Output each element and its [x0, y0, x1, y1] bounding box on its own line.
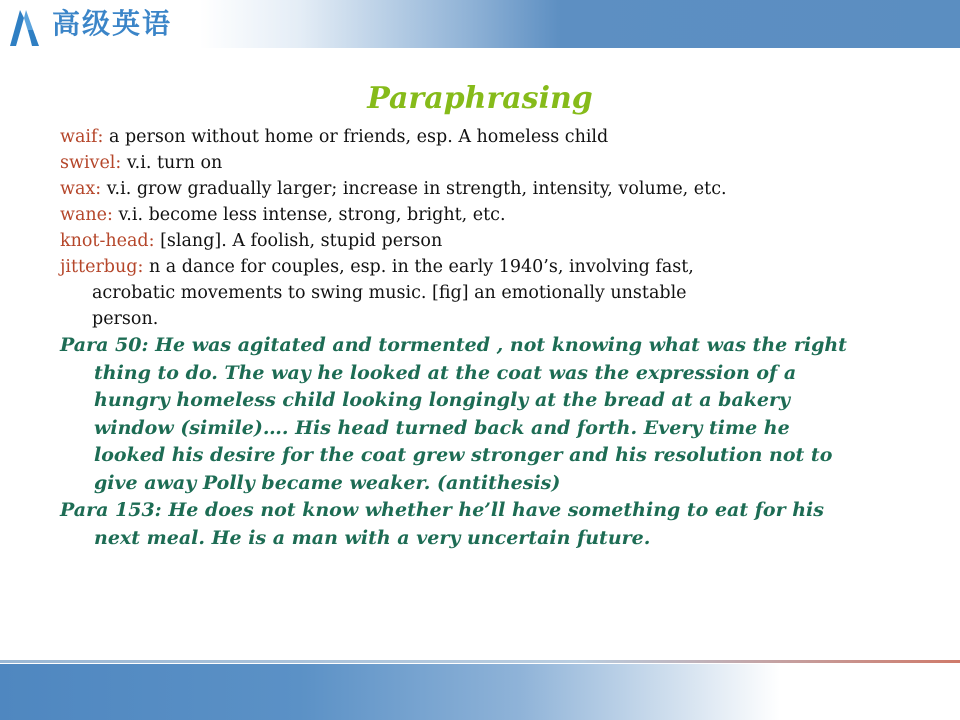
glossary-term: swivel:: [60, 153, 122, 173]
glossary-term: knot-head:: [60, 231, 155, 251]
paragraph-line: window (simile)…. His head turned back and forth. Every time he: [94, 416, 790, 439]
glossary-entry-wax: [60, 176, 910, 202]
glossary: [60, 124, 910, 332]
glossary-definition: v.i. turn on: [121, 153, 223, 173]
glossary-entry-jitterbug: [60, 254, 910, 280]
paragraph-line: hungry homeless child looking longingly at the bread at a bakery: [94, 389, 791, 411]
glossary-entry-swivel: [60, 150, 910, 176]
paragraph-para-153: [60, 497, 910, 552]
glossary-term: wane:: [60, 205, 113, 225]
footer-divider: [0, 660, 960, 663]
paragraph-line: Para 50: He was agitated and tormented , not knowing what was the right: [60, 334, 847, 356]
glossary-definition: a person without home or friends, esp. A homeless child: [103, 127, 609, 147]
glossary-term: jitterbug:: [60, 257, 144, 277]
glossary-definition: [slang]. A foolish, stupid person: [154, 231, 443, 251]
glossary-definition-continued: acrobatic movements to swing music. [fig] an emotionally unstable: [92, 283, 687, 303]
glossary-definition: v.i. grow gradually larger; increase in strength, intensity, volume, etc.: [101, 179, 727, 199]
slide-title: Paraphrasing: [367, 81, 593, 116]
glossary-entry-knot-head: [60, 228, 910, 254]
glossary-term: wax:: [60, 179, 102, 199]
glossary-definition: v.i. become less intense, strong, bright, etc.: [112, 205, 506, 225]
glossary-entry-waif: [60, 124, 910, 150]
footer-band: [0, 664, 960, 720]
paragraph-line: thing to do. The way he looked at the coat was the expression of a: [94, 361, 797, 384]
logo-icon: [6, 8, 42, 48]
logo-text: 高级英语: [52, 7, 173, 40]
paragraph-line: next meal. He is a man with a very uncertain future.: [94, 526, 651, 549]
glossary-definition-continued: person.: [92, 309, 159, 329]
paragraph-line: give away Polly became weaker. (antithesis): [94, 471, 561, 494]
header-band: [0, 0, 960, 48]
paragraph-line: Para 153: He does not know whether he’ll have something to eat for his: [60, 499, 824, 521]
glossary-term: waif:: [60, 127, 104, 147]
glossary-definition: n a dance for couples, esp. in the early 1940’s, involving fast,: [143, 257, 694, 277]
paragraph-line: looked his desire for the coat grew stronger and his resolution not to: [94, 444, 833, 466]
slide-content: [60, 124, 910, 552]
glossary-entry-wane: [60, 202, 910, 228]
paragraph-para-50: [60, 332, 910, 497]
